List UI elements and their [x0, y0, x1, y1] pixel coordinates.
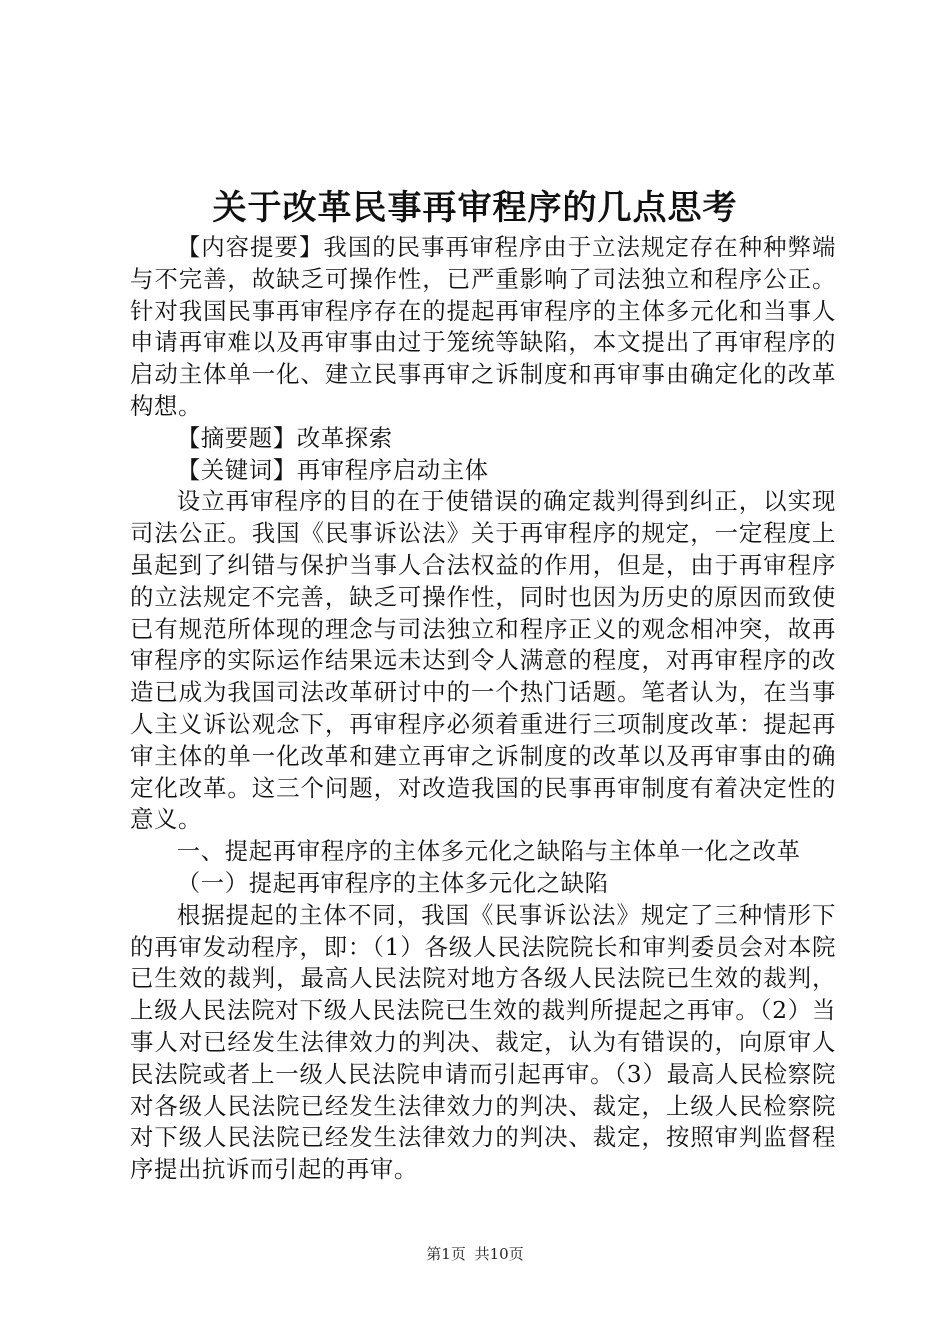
subsection-heading-1-1: （一）提起再审程序的主体多元化之缺陷	[176, 868, 609, 897]
intro-paragraph: 设立再审程序的目的在于使错误的确定裁判得到纠正，以实现司法公正。我国《民事诉讼法》关于再审程序的规定，一定程度上虽起到了纠错与保护当事人合法权益的作用，但是，由于再审程序的立法规定不完善，缺乏可操作性，同时也因为历史的原因而致使已有规范所体现的理念与司法独立和程序正义的观念相冲突，故再审程序的实际运作结果远未达到令人满意的程度，对再审程序的改造已成为我国司法改革研讨中的一个热门话题。笔者认为，在当事人主义诉讼观念下，再审程序必须着重进行三项制度改革：提起再审主体的单一化改革和建立再审之诉制度的改革以及再审事由的确定化改革。这三个问题，对改造我国的民事再审制度有着决定性的意义。	[130, 487, 836, 834]
body-paragraph: 根据提起的主体不同，我国《民事诉讼法》规定了三种情形下的再审发动程序，即：（1）各级人民法院院长和审判委员会对本院已生效的裁判，最高人民法院对地方各级人民法院已生效的裁判，上级人民法院对下级人民法院已生效的裁判所提起之再审。（2）当事人对已经发生法律效力的判决、裁定，认为有错误的，向原审人民法院或者上一级人民法院申请而引起再审。（3）最高人民检察院对各级人民法院已经发生法律效力的判决、裁定，上级人民检察院对下级人民法院已经发生法律效力的判决、裁定，按照审判监督程序提出抗诉而引起的再审。	[130, 900, 836, 1184]
page-total: 共10页	[474, 1245, 524, 1263]
document-body	[130, 232, 836, 1186]
page-footer	[0, 1244, 950, 1264]
abstract-topic: 【摘要题】改革探索	[176, 423, 393, 452]
abstract-paragraph: 【内容提要】我国的民事再审程序由于立法规定存在种种弊端与不完善，故缺乏可操作性，已严重影响了司法独立和程序公正。针对我国民事再审程序存在的提起再审程序的主体多元化和当事人申请再审难以及再审事由过于笼统等缺陷，本文提出了再审程序的启动主体单一化、建立民事再审之诉制度和再审事由确定化的改革构想。	[130, 233, 836, 420]
section-heading-1: 一、提起再审程序的主体多元化之缺陷与主体单一化之改革	[176, 837, 801, 866]
document-title: 关于改革民事再审程序的几点思考	[212, 188, 738, 228]
keywords-line: 【关键词】再审程序启动主体	[176, 455, 489, 484]
page-number: 第1页	[426, 1245, 466, 1263]
